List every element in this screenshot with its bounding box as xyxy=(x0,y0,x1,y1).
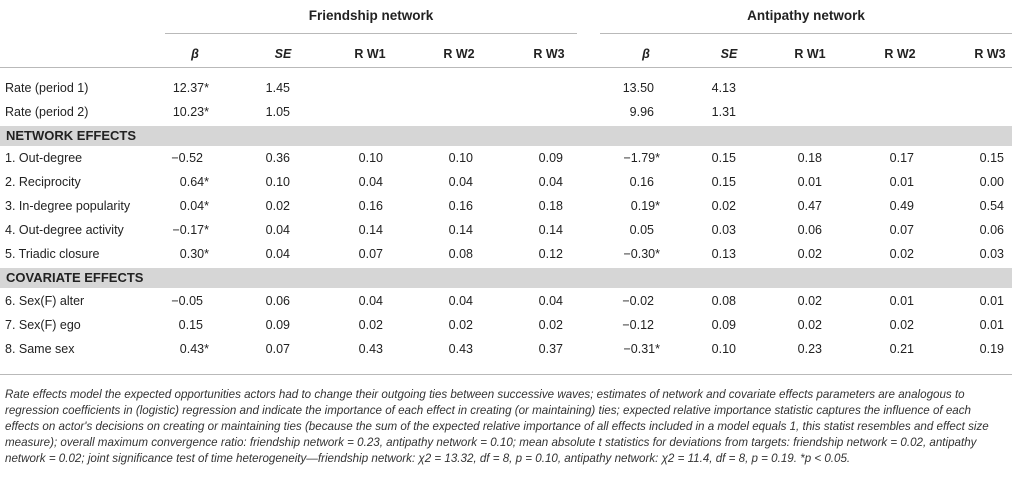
table-cell: 0.16 xyxy=(629,175,654,189)
table-cell: 0.02 xyxy=(889,318,914,332)
table-cell: 0.01 xyxy=(889,294,914,308)
table-cell: 0.04 xyxy=(358,294,383,308)
table-cell: 12.37* xyxy=(172,81,209,95)
table-cell: 0.04 xyxy=(448,294,473,308)
table-cell: 0.16 xyxy=(358,199,383,213)
table-cell: −0.52 xyxy=(171,151,203,165)
table-cell: 0.03 xyxy=(979,247,1004,261)
table-cell: 1.31 xyxy=(711,105,736,119)
table-cell: 10.23* xyxy=(172,105,209,119)
table-cell: 0.01 xyxy=(797,175,822,189)
table-cell: 0.49 xyxy=(889,199,914,213)
table-cell: 0.01 xyxy=(979,318,1004,332)
table-cell: 0.02 xyxy=(797,318,822,332)
table-cell: 0.06 xyxy=(265,294,290,308)
table-cell: 0.02 xyxy=(797,294,822,308)
row-label: Rate (period 2) xyxy=(5,105,89,119)
table-cell: 0.09 xyxy=(538,151,563,165)
table-cell: −1.79* xyxy=(623,151,660,165)
column-header-friendship-4: R W3 xyxy=(533,47,565,61)
table-cell: 0.10 xyxy=(711,342,736,356)
table-cell: 0.06 xyxy=(797,223,822,237)
table-cell: 0.43* xyxy=(179,342,209,356)
table-cell: 0.64* xyxy=(179,175,209,189)
table-cell: 0.43 xyxy=(448,342,473,356)
row-label: 7. Sex(F) ego xyxy=(5,318,81,332)
table-cell: 0.15 xyxy=(711,151,736,165)
column-header-antipathy-3: R W2 xyxy=(884,47,916,61)
antipathy-header-rule xyxy=(600,33,1012,34)
table-cell: 0.00 xyxy=(979,175,1004,189)
table-cell: 13.50 xyxy=(622,81,654,95)
row-label: 3. In-degree popularity xyxy=(5,199,131,213)
covariate-effects-title: COVARIATE EFFECTS xyxy=(6,270,144,285)
table-cell: 0.12 xyxy=(538,247,563,261)
table-cell: 0.04* xyxy=(179,199,209,213)
table-cell: 0.13 xyxy=(711,247,736,261)
table-cell: 0.02 xyxy=(889,247,914,261)
table-cell: 0.04 xyxy=(358,175,383,189)
table-cell: −0.05 xyxy=(171,294,203,308)
table-cell: 0.09 xyxy=(265,318,290,332)
table-cell: −0.30* xyxy=(623,247,660,261)
table-cell: 0.18 xyxy=(538,199,563,213)
row-label: 6. Sex(F) alter xyxy=(5,294,85,308)
table-cell: 1.45 xyxy=(265,81,290,95)
network-effects-title: NETWORK EFFECTS xyxy=(6,128,136,143)
table-cell: 0.17 xyxy=(889,151,914,165)
table-cell: 0.02 xyxy=(358,318,383,332)
row-label: 5. Triadic closure xyxy=(5,247,100,261)
table-bottom-rule xyxy=(0,374,1012,375)
column-header-antipathy-0: β xyxy=(642,47,650,61)
table-cell: 0.10 xyxy=(358,151,383,165)
table-cell: 0.14 xyxy=(448,223,473,237)
table-cell: 0.19 xyxy=(979,342,1004,356)
table-cell: −0.12 xyxy=(622,318,654,332)
table-cell: 0.15 xyxy=(979,151,1004,165)
table-footnote: Rate effects model the expected opportunities actors had to change their outgoing ties between successive waves; estimates of network and covariate effects parameters are analogous to regression coefficients in (logistic) regression and indicate the importance of each effect in creating (or maintaining) ties; expected relative importance statistic captures the influence of each effects on actor's decisions on creating or maintaining ties (because the sum of the expected relative importance of all effects included in a model equals 1, this statist resembles and effect size measure); overall maximum convergence ratio: friendship network = 0.23, antipathy network = 0.10; mean absolute t statistics for deviations from targets: friendship network = 0.02, antipathy network = 0.02; joint significance test of time heterogeneity—friendship network: χ2 = 13.32, df = 8, p = 0.10, antipathy network: χ2 = 11.4, df = 8, p = 0.19. *p < 0.05. xyxy=(5,388,989,465)
table-cell: 0.06 xyxy=(979,223,1004,237)
table-cell: 0.36 xyxy=(265,151,290,165)
table-cell: 0.10 xyxy=(265,175,290,189)
column-header-antipathy-2: R W1 xyxy=(794,47,826,61)
table-cell: 0.01 xyxy=(889,175,914,189)
column-header-friendship-1: SE xyxy=(274,47,292,61)
table-cell: 0.18 xyxy=(797,151,822,165)
table-cell: 0.04 xyxy=(265,247,290,261)
table-cell: 0.19* xyxy=(630,199,660,213)
table-cell: 0.02 xyxy=(448,318,473,332)
table-cell: 0.02 xyxy=(538,318,563,332)
row-label: 2. Reciprocity xyxy=(5,175,81,189)
covariate-effects-section-bar xyxy=(0,268,1012,288)
table-cell: 0.04 xyxy=(265,223,290,237)
column-header-friendship-0: β xyxy=(191,47,199,61)
table-cell: 9.96 xyxy=(629,105,654,119)
table-cell: 0.03 xyxy=(711,223,736,237)
table-cell: 0.54 xyxy=(979,199,1004,213)
table-cell: 0.07 xyxy=(265,342,290,356)
table-cell: 0.04 xyxy=(538,175,563,189)
table-cell: 0.15 xyxy=(178,318,203,332)
column-header-antipathy-4: R W3 xyxy=(974,47,1006,61)
table-cell: 0.02 xyxy=(265,199,290,213)
table-cell: 0.09 xyxy=(711,318,736,332)
table-cell: 0.14 xyxy=(358,223,383,237)
table-cell: 0.02 xyxy=(711,199,736,213)
column-header-friendship-3: R W2 xyxy=(443,47,475,61)
row-label: Rate (period 1) xyxy=(5,81,89,95)
table-cell: 0.01 xyxy=(979,294,1004,308)
table-cell: 0.02 xyxy=(797,247,822,261)
table-cell: 0.08 xyxy=(448,247,473,261)
table-cell: 0.30* xyxy=(179,247,209,261)
table-cell: 0.07 xyxy=(889,223,914,237)
column-header-friendship-2: R W1 xyxy=(354,47,386,61)
row-label: 8. Same sex xyxy=(5,342,75,356)
table-cell: 0.21 xyxy=(889,342,914,356)
table-cell: 1.05 xyxy=(265,105,290,119)
table-cell: 0.10 xyxy=(448,151,473,165)
table-cell: 0.47 xyxy=(797,199,822,213)
table-cell: 0.04 xyxy=(538,294,563,308)
row-label: 1. Out-degree xyxy=(5,151,83,165)
table-cell: 0.08 xyxy=(711,294,736,308)
table-cell: −0.02 xyxy=(622,294,654,308)
column-header-rule xyxy=(0,67,1012,68)
table-cell: 0.04 xyxy=(448,175,473,189)
table-cell: 0.14 xyxy=(538,223,563,237)
network-effects-section-bar xyxy=(0,126,1012,146)
table-cell: 0.37 xyxy=(538,342,563,356)
table-cell: 0.43 xyxy=(358,342,383,356)
table-cell: −0.31* xyxy=(623,342,660,356)
table-cell: 0.05 xyxy=(629,223,654,237)
friendship-header-rule xyxy=(165,33,577,34)
table-cell: −0.17* xyxy=(172,223,209,237)
table-cell: 4.13 xyxy=(711,81,736,95)
column-header-antipathy-1: SE xyxy=(720,47,738,61)
table-cell: 0.15 xyxy=(711,175,736,189)
table-cell: 0.16 xyxy=(448,199,473,213)
table-cell: 0.23 xyxy=(797,342,822,356)
table-cell: 0.07 xyxy=(358,247,383,261)
row-label: 4. Out-degree activity xyxy=(5,223,124,237)
antipathy-network-header: Antipathy network xyxy=(747,8,865,23)
friendship-network-header: Friendship network xyxy=(308,8,434,23)
